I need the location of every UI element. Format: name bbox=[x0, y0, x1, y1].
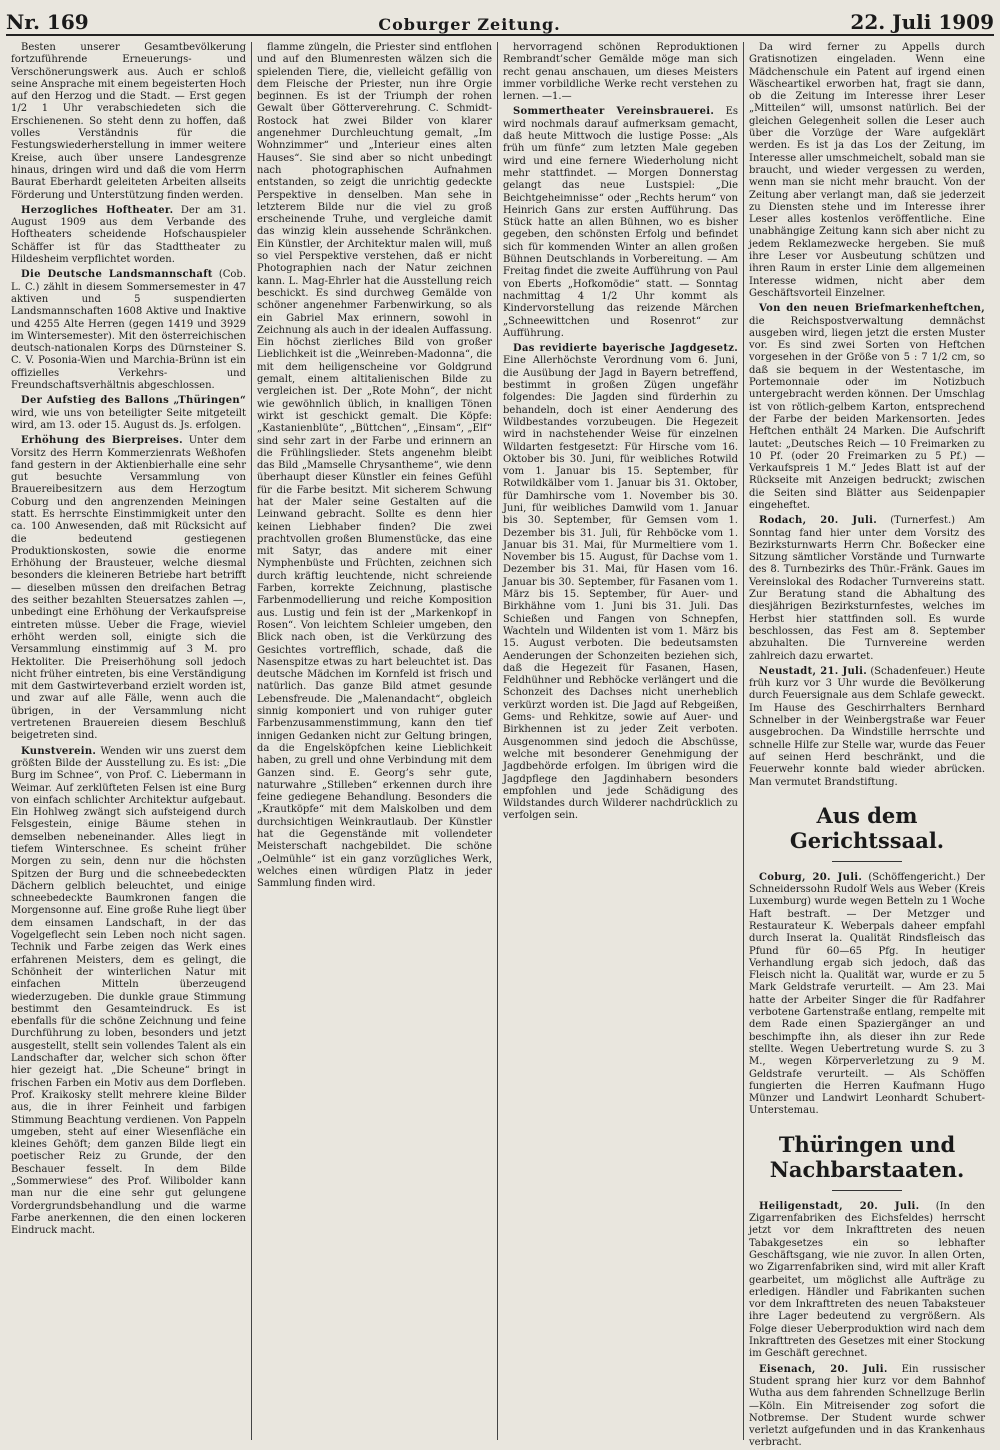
article-heading: Heiligenstadt, 20. Juli. bbox=[759, 1200, 920, 1212]
article-paragraph bbox=[749, 872, 985, 1118]
article-text: Besten unserer Gesamtbevölkerung fortzuführende Erneuerungs- und Verschönerungswerk aus. Auch er schloß seine Ansprache mit einem begeisterten Hoch auf den Herzog und die Stadt. — Erst gegen 1/2 1 Uhr verabschiedeten sich die Erschienenen. So steht denn zu hoffen, daß volles Verständnis für die Festungswiederherstellung in immer weitere Kreise, auch über unsere Landesgrenze hinaus, dringen wird und daß die vom Herrn Baurat Eberhardt geleiteten Arbeiten allseits Förderung und Unterstützung finden werden. bbox=[11, 42, 246, 201]
article-heading: Der Aufstieg des Ballons „Thüringen“ bbox=[21, 395, 246, 407]
section-heading: Thüringen und Nachbarstaaten. bbox=[769, 1131, 965, 1182]
article-paragraph bbox=[749, 666, 985, 789]
column-3 bbox=[498, 42, 744, 1440]
article-heading: Sommertheater Vereinsbrauerei. bbox=[513, 106, 715, 118]
masthead bbox=[6, 6, 994, 36]
article-heading: Eisenach, 20. Juli. bbox=[759, 1363, 888, 1375]
issue-number: Nr. 169 bbox=[6, 10, 89, 34]
article-heading: Das revidierte bayerische Jagdgesetz. bbox=[513, 343, 738, 355]
article-paragraph bbox=[749, 42, 985, 300]
article-text: (Cob. L. C.) zählt in diesem Sommersemester in 47 aktiven und 5 suspendierten Landsmannschaften 1608 Aktive und Inaktive und 4255 Alte Herren (gegen 1419 und 3929 im Wintersemester). Mit den österreichischen deutsch-nationalen Korps des Dürnsteiner S. C. V. Posonia-Wien und Marchia-Brünn ist ein offizielles Verkehrs- und Freundschaftsverhältnis abgeschlossen. bbox=[11, 269, 246, 392]
article-text: Da wird ferner zu Appells durch Gratisnotizen eingeladen. Wenn eine Mädchenschule ein Patent auf irgend einen Wäscheartikel erworben hat, fragt sie dann, ob die Zeitung im Interesse ihrer Leser „Mitteilen“ will, umsonst natürlich. Bei der gleichen Gelegenheit sollen die Leser auch über die Vorzüge der Ware aufgeklärt werden. Es ist ja das Los der Zeitung, im Interesse aller umschmeichelt, sobald man sie braucht, und wieder vergessen zu werden, wenn man sie nicht mehr braucht. Von der Zeitung aber verlangt man, daß sie jederzeit zu Diensten stehe und im Interesse ihrer Leser alles kostenlos veröffentliche. Eine unabhängige Zeitung kann sich aber nicht zu jedem Reklamezwecke hergeben. Sie muß ihre Leser vor Ausbeutung schützen und ihren Raum in erster Linie dem allgemeinen Interesse widmen, nicht aber dem Geschäftsvorteil Einzelner. bbox=[749, 42, 985, 299]
section-heading: Aus dem Gerichtssaal. bbox=[789, 802, 945, 853]
article-heading: Erhöhung des Bierpreises. bbox=[21, 435, 183, 447]
article-text: wird, wie uns von beteiligter Seite mitgeteilt wird, am 13. oder 15. August ds. Js. erfolgen. bbox=[11, 407, 246, 431]
article-text: (In den Zigarrenfabriken des Eichsfeldes) herrscht jetzt vor dem Inkrafttreten des neuen Tabakgesetzes ein so lebhafter Geschäftsgang, wie nie zuvor. In allen Orten, wo Zigarrenfabriken sind, wird mit aller Kraft gearbeitet, um möglichst alle Aufträge zu erledigen. Händler und Fabrikanten suchen vor dem Inkrafttreten des neuen Tabaksteuer ihre Lager bedeutend zu vergrößern. Als Folge dieser Ueberproduktion wird nach dem Inkrafttreten des Gesetzes mit einer Stockung im Geschäft gerechnet. bbox=[749, 1200, 985, 1360]
article-heading: Von den neuen Briefmarkenheftchen, bbox=[759, 303, 985, 315]
article-paragraph bbox=[11, 746, 246, 1238]
article-text: Wenden wir uns zuerst dem größten Bilde der Ausstellung zu. Es ist: „Die Burg im Schnee“, von Prof. C. Liebermann in Weimar. Auf zerklüfteten Felsen ist eine Burg von einfach schlichter Architektur aufgebaut. Ein Hohlweg zwängt sich aufsteigend durch Felsgestein, einige Bäume stehen in demselben nebeneinander. Alles liegt in tiefem Winterschnee. Es scheint früher Morgen zu sein, denn nur die höchsten Spitzen der Burg und die schneebedeckten Dächern gelblich beleuchtet, und einige schneebedeckte Baumkronen fangen die Morgensonne auf. Eine große Ruhe liegt über dem einsamen Landschaft, in der das Vogelgeflecht sein Leben noch nicht sagen. Technik und Farbe zeigen das Werk eines erfahrenen Meisters, dem es gelingt, die Schönheit der winterlichen Natur mit einfachen Mitteln überzeugend wiederzugeben. Die dunkle graue Stimmung bestimmt den Gesamteindruck. Es ist ebenfalls für die schöne Zeichnung und feine Durchführung zu loben, besonders und jetzt ausgestellt, stellt sein vollendes Talent als ein Landschafter dar, welcher sich schon öfter hier gezeigt hat. „Die Scheune“ bringt in frischen Farben ein Motiv aus dem Dorfleben. Prof. Kraikosky stellt mehrere kleine Bilder aus, die in ihrer Feinheit und farbigen Stimmung Beachtung verdienen. Von Pappeln umgeben, steht auf einer Wiesenfläche ein kleines Gehöft; dem ganzen Bilde liegt ein poetischer Reiz zu Grunde, der den Beschauer fesselt. In dem Bilde „Sommerwiese“ des Prof. Wilibolder kann man nur die eine sehr gut gelungene Vordergrundsbehandlung und die warme Farbe anerkennen, die den einen lockeren Eindruck macht. bbox=[11, 745, 246, 1237]
article-paragraph bbox=[749, 1201, 985, 1361]
article-paragraph bbox=[749, 515, 985, 663]
article-text: hervorragend schönen Reproduktionen Rembrandt’scher Gemälde möge man sich recht genau anschauen, um dieses Meisters immer vorbildliche Werke recht verstehen zu lernen. —1.— bbox=[503, 42, 738, 103]
column-2 bbox=[252, 42, 498, 1440]
article-paragraph bbox=[11, 205, 246, 266]
article-text: Es wird nochmals darauf aufmerksam gemacht, daß heute Mittwoch die lustige Posse: „Als früh um fünfe“ zum letzten Male gegeben wird und eine fernere Wiederholung nicht mehr stattfindet. — Morgen Donnerstag gelangt das neue Lustspiel: „Die Beichtgeheimnisse“ oder „Rechts herum“ von Heinrich Gans zur ersten Aufführung. Das Stück hatte an allen Bühnen, wo es bisher gegeben, den schönsten Erfolg und befindet sich für kommenden Winter an allen großen Bühnen Deutschlands in Vorbereitung. — Am Freitag findet die zweite Aufführung von Paul von Eberts „Hofkomödie“ statt. — Sonntag nachmittag 4 1/2 Uhr kommt als Kindervorstellung das reizende Märchen „Schneewittchen und Rosenrot“ zur Aufführung. bbox=[503, 106, 738, 339]
article-text: die Reichspostverwaltung demnächst ausgeben wird, liegen jetzt die ersten Muster vor. Es sind zwei Sorten von Heftchen vorgesehen in der Größe von 5 : 7 1/2 cm, so daß sie bequem in der Westentasche, im Portemonnaie oder im Notizbuch untergebracht werden können. Der Umschlag ist von rötlich-gelbem Karton, entsprechend der Farbe der beiden Markensorten. Jedes Heftchen enthält 24 Marken. Die Aufschrift lautet: „Deutsches Reich — 10 Freimarken zu 10 Pf. (oder 20 Freimarken zu 5 Pf.) — Verkaufspreis 1 M.“ Jedes Blatt ist auf der Rückseite mit Anzeigen bedruckt; zwischen die Seiten sind Blätter aus Seidenpapier eingeheftet. bbox=[749, 315, 985, 511]
article-paragraph bbox=[11, 42, 246, 202]
column-1 bbox=[6, 42, 252, 1440]
article-paragraph bbox=[11, 395, 246, 432]
column-4 bbox=[744, 42, 990, 1449]
article-text: Ein russischer Student sprang hier kurz vor dem Bahnhof Wutha aus dem fahrenden Schnellzuge Berlin—Köln. Ein Mitreisender zog sofort die Notbremse. Der Student wurde schwer verletzt aufgefunden und in das Krankenhaus verbracht. bbox=[749, 1363, 985, 1449]
article-text: flamme züngeln, die Priester sind entflohen und auf den Blumenresten wälzen sich die spielenden Tiere, die, vielleicht gefällig von dem Fleische der Priester, nun ihre Orgie beginnen. Es ist der Triumph der rohen Gewalt über Götterverehrung. C. Schmidt-Rostock hat zwei Bilder von klarer angenehmer Durchleuchtung gemalt, „Im Wohnzimmer“ und „Interieur eines alten Hauses“. Sie sind aber so nicht unbedingt nach photographischen Aufnahmen entstanden, so zeigt die unrichtig gedeckte Perspektive in denselben. Man sehe in letzterem Bilde nur die viel zu groß erscheinende Truhe, und vergleiche damit das winzig klein aussehende Schränkchen. Ein Künstler, der Architektur malen will, muß so viel Perspektive verstehen, daß er nicht Photographien nach der Natur zeichnen kann. L. Mag-Ehrler hat die Ausstellung reich beschickt. Es sind durchweg Gemälde von schöner angenehmer Farbenwirkung, so als ein Gabriel Max erinnern, sowohl in Zeichnung als auch in der idealen Auffassung. Ein höchst zierliches Bild von großer Lieblichkeit ist die „Weinreben-Madonna“, die mit dem heiligenscheine vor Goldgrund gemalt, einem altitalienischen Bilde zu vergleichen ist. Der „Rote Mohn“, der nicht wie gewöhnlich üblich, in knalligen Tönen wirkt ist geschickt gemalt. Die Köpfe: „Kastanienblüte“, „Büttchen“, „Einsam“, „Elf“ sind sehr zart in der Farbe und erinnern an die Frühlingslieder. Stets angenehm bleibt das Bild „Mamselle Chrysantheme“, wie denn überhaupt dieser Künstler ein feines Gefühl für die Farbe besitzt. Mit sicherem Schwung hat der Maler seine Gestalten auf die Leinwand gebracht. Sollte es denn hier keinen Liebhaber finden? Die zwei prachtvollen großen Blumenstücke, das eine mit Satyr, das andere mit einer Nymphenbüste und Früchten, zeichnen sich durch kräftig leuchtende, nicht schreiende Farben, korrekte Zeichnung, plastische Farbenmodellierung und reiche Komposition aus. Lustig und fein ist der „Markenkopf in Rosen“. Von leichtem Schleier umgeben, den Blick nach oben, ist die Verkürzung des Gesichtes vortrefflich, schade, daß die Nasenspitze etwas zu hart beleuchtet ist. Das deutsche Mädchen im Kornfeld ist frisch und natürlich. Das ganze Bild atmet gesunde Lebensfreude. Die „Malenandacht“, obgleich sinnig komponiert und von ruhiger guter Farbenzusammenstimmung, kann den tief innigen Gedanken nicht zur Geltung bringen, da die Engelsköpfchen keine Lieblichkeit haben, zu grell und ohne Verbindung mit dem Ganzen sind. E. Georg’s sehr gute, naturwahre „Stilleben“ erkennen durch ihre feine gediegene Behandlung. Besonders die „Krautköpfe“ mit dem Malskolben und dem durchsichtigen Weinkrautlaub. Der Künstler hat die Gegenstände mit vollendeter Meisterschaft nachgebildet. Die schöne „Oelmühle“ ist ein ganz vorzügliches Werk, welches einen würdigen Platz in jeder Sammlung finden wird. bbox=[257, 42, 492, 890]
newspaper-title: Coburger Zeitung. bbox=[378, 15, 561, 34]
article-text: Der am 31. August 1909 aus dem Verbande des Hoftheaters scheidende Hofschauspieler Schäffer ist für das Stadttheater zu Hildesheim verpflichtet worden. bbox=[11, 204, 246, 266]
article-columns bbox=[6, 42, 994, 1449]
article-paragraph bbox=[749, 303, 985, 512]
article-text: (Schadenfeuer.) Heute früh kurz vor 3 Uhr wurde die Bevölkerung durch Feuersignale aus dem Schlafe geweckt. Im Hause des Geschirrhalters Bernhard Schnelber in der Weinbergstraße war Feuer ausgebrochen. Da Windstille herrschte und schnelle Hilfe zur Stelle war, wurde das Feuer auf seinen Herd beschränkt, und die Feuerwehr konnte bald wieder abrücken. Man vermutet Brandstiftung. bbox=[749, 665, 985, 788]
issue-date: 22. Juli 1909 bbox=[850, 10, 994, 34]
article-paragraph bbox=[503, 42, 738, 103]
article-heading: Coburg, 20. Juli. bbox=[759, 871, 863, 883]
article-heading: Die Deutsche Landsmannschaft bbox=[21, 269, 213, 281]
article-text: Unter dem Vorsitz des Herrn Kommerzienrats Weßhofen fand gestern in der Aktienbierhalle eine sehr gut besuchte Versammlung von Brauereibesitzern aus dem Herzogtum Coburg und den angrenzenden Meiningen statt. Es herrschte Einstimmigkeit unter den ca. 100 Anwesenden, daß mit Rücksicht auf die bedeutend gestiegenen Produktionskosten, sowie die enorme Erhöhung der Brausteuer, welche diesmal besonders die kleineren Betriebe hart betrifft — dieselben müssen den dreifachen Betrag des seither bezahlten Steuersatzes zahlen —, unbedingt eine Erhöhung der Verkaufspreise eintreten müsse. Ueber die Frage, wieviel erhöht werden soll, einigte sich die Versammlung einstimmig auf 3 M. pro Hektoliter. Die Preiserhöhung soll jedoch nicht früher eintreten, bis eine Verständigung mit dem Gastwirteverband erzielt worden ist, und zwar auf alle Fälle, wenn auch die übrigen, in der Versammlung nicht vertretenen Brauereien diesem Beschluß beigetreten sind. bbox=[11, 435, 246, 742]
article-text: (Schöffengericht.) Der Schneiderssohn Rudolf Wels aus Weber (Kreis Luxemburg) wurde wegen Betteln zu 1 Woche Haft bestraft. — Der Metzger und Restaurateur K. Weberpals daheer empfahl durch Inserat la. Qualität Rindsfleisch das Pfund für 60—65 Pfg. In heutiger Verhandlung ergab sich jedoch, daß das Fleisch nicht la. Qualität war, wurde er zu 5 Mark Geldstrafe verurteilt. — Am 23. Mai hatte der Arbeiter Singer die für Radfahrer verbotene Gartenstraße entlang, rempelte mit dem Rade einen Spaziergänger an und beschimpfte ihn, als dieser ihn zur Rede stellte. Wegen Uebertretung wurde S. zu 3 M., wegen Körperverletzung zu 9 M. Geldstrafe verurteilt. — Als Schöffen fungierten die Herren Kaufmann Hugo Münzer und Landwirt Leonhardt Schubert-Unterstemau. bbox=[749, 871, 985, 1117]
section-rule bbox=[832, 1190, 902, 1191]
section-rule bbox=[832, 861, 902, 862]
article-paragraph bbox=[11, 269, 246, 392]
article-heading: Rodach, 20. Juli. bbox=[759, 515, 877, 527]
article-paragraph bbox=[11, 435, 246, 742]
article-text: (Turnerfest.) Am Sonntag fand hier unter dem Vorsitz des Bezirksturnwarts Herrn Chr. Boßecker eine Sitzung sämtlicher Vorstände und Turnwarte des 8. Turnbezirks des Thür.-Fränk. Gaues im Vereinslokal des Rodacher Turnvereins statt. Zur Beratung stand die Abhaltung des diesjährigen Bezirksturnfestes, welches im Herbst hier stattfinden soll. Es wurde beschlossen, das Fest am 8. September abzuhalten. Die Turnvereine werden zahlreich dazu erwartet. bbox=[749, 515, 985, 662]
article-text: Eine Allerhöchste Verordnung vom 6. Juni, die Ausübung der Jagd in Bayern betreffend, bestimmt in großen Zügen ungefähr folgendes: Die Jagden sind fürderhin zu behandeln, doch ist einer Aenderung des Wildbestandes vorzubeugen. Die Hegezeit wird in nachstehender Weise für einzelnen Wildarten festgesetzt: Für Hirsche vom 16. Oktober bis 30. Juni, für weibliches Rotwild vom 1. Januar bis 15. September, für Rotwildkälber vom 1. Januar bis 31. Oktober, für Damhirsche vom 1. November bis 30. Juni, für weibliches Damwild vom 1. Januar bis 30. September, für Gemsen vom 1. Dezember bis 31. Juli, für Rehböcke vom 1. Januar bis 31. Mai, für Murmeltiere vom 1. November bis 15. August, für Dachse vom 1. Dezember bis 31. Mai, für Hasen vom 16. Januar bis 30. September, für Fasanen vom 1. März bis 15. September, für Auer- und Birkhähne vom 1. Juni bis 31. Juli. Das Schießen und Fangen von Schnepfen, Wachteln und Wildenten ist vom 1. März bis 15. August verboten. Die bedeutsamsten Aenderungen der Schonzeiten beziehen sich, daß die Hegezeit für Fasanen, Hasen, Feldhühner und Rebhöcke verlängert und die Schonzeit des Dachses nicht unerheblich verkürzt worden ist. Die Jagd auf Rebgeißen, Gems- und Rehkitze, sowie auf Auer- und Birkhennen ist zu jeder Zeit verboten. Ausgenommen sind jedoch die Abschüsse, welche mit besonderer Genehmigung der Jagdbehörde erfolgen. Im übrigen wird die Jagdpflege den Jagdinhabern besonders empfohlen und jede Schädigung des Wildstandes durch Wilderer nachdrücklich zu verfolgen sein. bbox=[503, 355, 738, 822]
article-paragraph bbox=[749, 1364, 985, 1450]
article-paragraph bbox=[257, 42, 492, 890]
article-paragraph bbox=[503, 343, 738, 823]
article-heading: Herzogliches Hoftheater. bbox=[21, 204, 174, 216]
article-paragraph bbox=[503, 106, 738, 340]
article-heading: Kunstverein. bbox=[21, 745, 97, 757]
article-heading: Neustadt, 21. Juli. bbox=[759, 665, 868, 677]
